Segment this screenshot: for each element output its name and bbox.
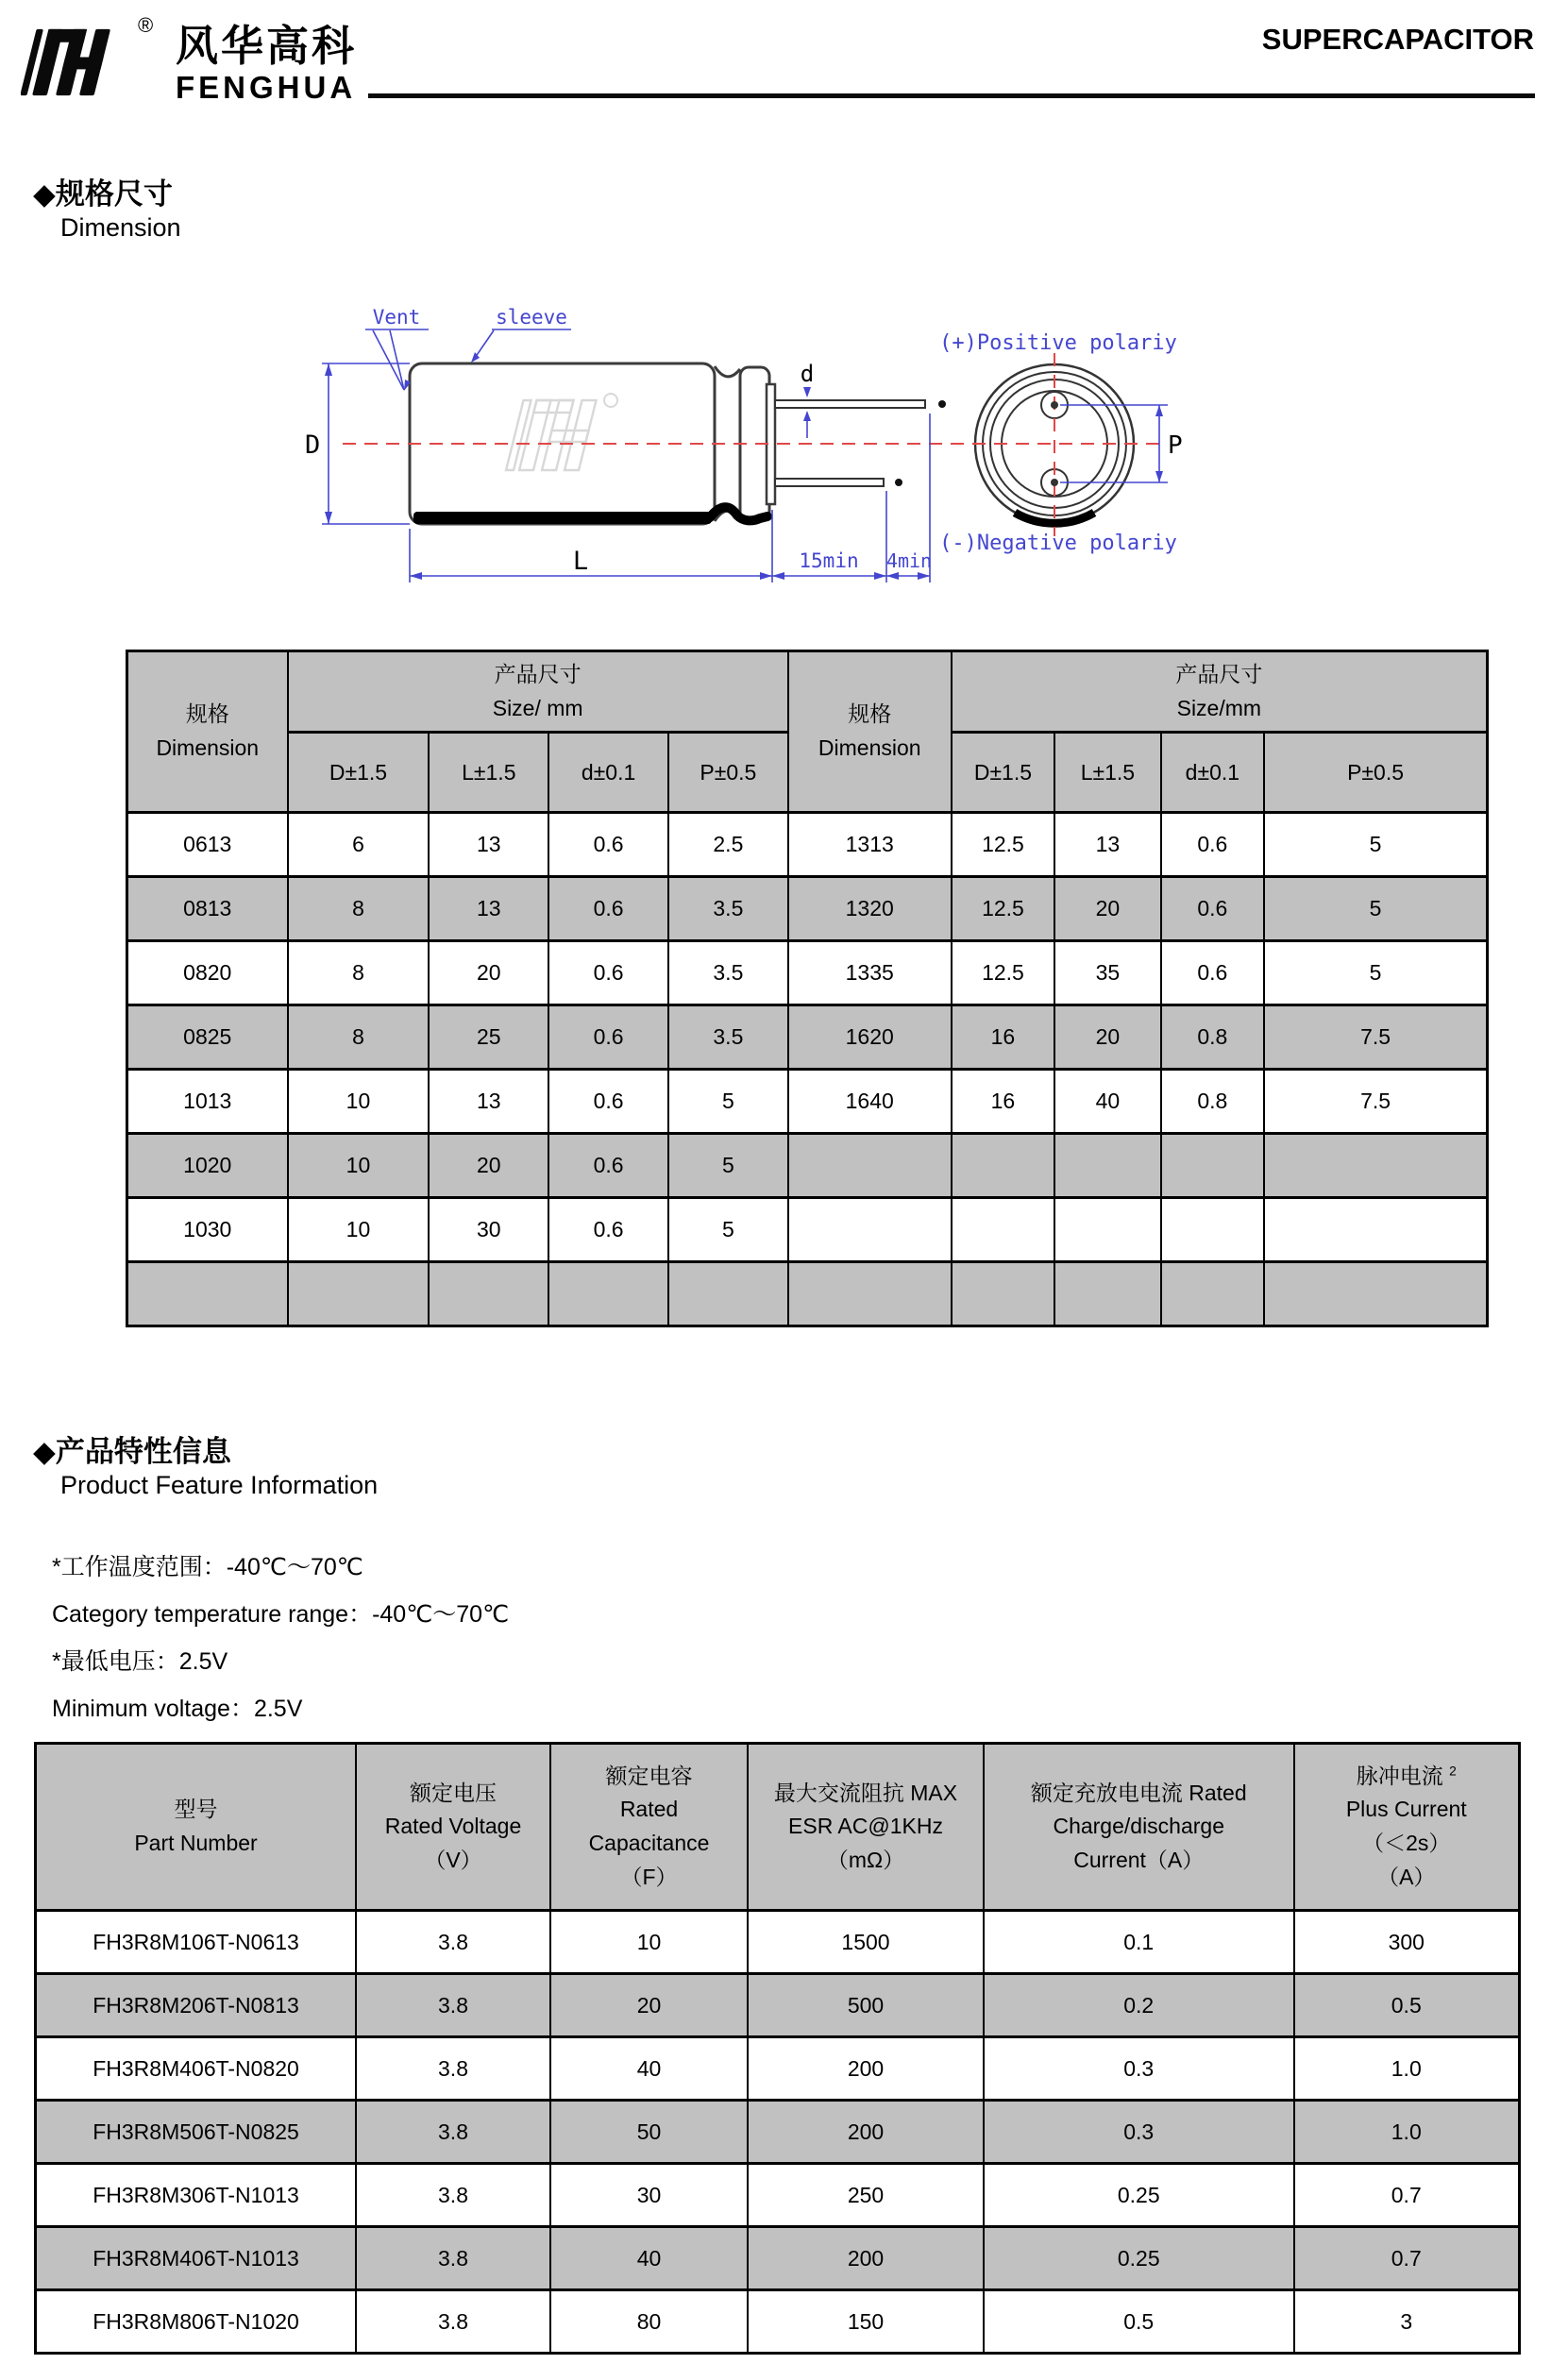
ft-cell: 50 <box>550 2101 748 2164</box>
dim-cell: 12.5 <box>952 877 1055 941</box>
dim-cell: 35 <box>1054 941 1160 1005</box>
dim-cell <box>127 1262 288 1326</box>
part-number-cell: FH3R8M406T-N1013 <box>36 2227 357 2290</box>
ft-cell: 200 <box>748 2037 984 2101</box>
header-line: Rated <box>619 1797 679 1822</box>
ft-cell: 200 <box>748 2101 984 2164</box>
dim-cell: 3.5 <box>668 877 788 941</box>
dim-P-label: P <box>1168 431 1183 460</box>
dim-cell <box>1054 1262 1160 1326</box>
dim-cell: 2.5 <box>668 813 788 877</box>
dim-cell: 12.5 <box>952 813 1055 877</box>
dim-L-label: L <box>572 547 589 576</box>
dim-cell <box>1054 1198 1160 1262</box>
dim-cell: 0.6 <box>1161 941 1265 1005</box>
header-line: （F） <box>620 1864 678 1889</box>
section-dimension-title-cn: ◆规格尺寸 <box>33 177 173 211</box>
dim-cell <box>429 1262 548 1326</box>
part-number-cell: FH3R8M506T-N0825 <box>36 2101 357 2164</box>
positive-polarity-label: (+)Positive polariy <box>939 331 1177 355</box>
dim-cell: 0825 <box>127 1005 288 1070</box>
part-number-cell: FH3R8M106T-N0613 <box>36 1911 357 1974</box>
col-rated-capacitance <box>550 1744 748 1911</box>
header-line: （A） <box>1377 1864 1436 1889</box>
dim-cell <box>548 1262 668 1326</box>
col-D-right: D±1.5 <box>952 733 1055 813</box>
dim-cell: 5 <box>1264 877 1487 941</box>
capacitor-dimension-drawing <box>297 304 1185 592</box>
dim-cell: 5 <box>1264 813 1487 877</box>
ft-cell: 500 <box>748 1974 984 2037</box>
dim-cell: 20 <box>429 941 548 1005</box>
col-max-esr <box>748 1744 984 1911</box>
ft-cell: 300 <box>1294 1911 1520 1974</box>
header-line: 额定电压 <box>410 1780 497 1805</box>
dim-cell: 20 <box>1054 877 1160 941</box>
table-row <box>36 2227 1520 2290</box>
header-line: Plus Current <box>1345 1797 1467 1822</box>
dim-cell: 20 <box>1054 1005 1160 1070</box>
ft-cell: 0.25 <box>984 2164 1294 2227</box>
ft-cell: 3.8 <box>356 1974 550 2037</box>
dim-cell: 0.8 <box>1161 1070 1265 1134</box>
dim-cell: 7.5 <box>1264 1070 1487 1134</box>
dim-cell: 16 <box>952 1070 1055 1134</box>
ft-cell: 80 <box>550 2290 748 2354</box>
dim-cell: 8 <box>288 877 430 941</box>
brand-name-en: FENGHUA <box>176 70 357 105</box>
ft-cell: 3.8 <box>356 2037 550 2101</box>
feature-notes <box>52 1544 509 1732</box>
dim-cell <box>1054 1134 1160 1198</box>
dim-cell: 8 <box>288 941 430 1005</box>
header-line: 规格 <box>185 701 229 727</box>
dim-cell: 5 <box>668 1070 788 1134</box>
col-P-right: P±0.5 <box>1264 733 1487 813</box>
header-line: 规格 <box>848 701 892 727</box>
dim-cell <box>788 1198 952 1262</box>
table-row <box>127 1070 1488 1134</box>
ft-cell: 20 <box>550 1974 748 2037</box>
size-header-left <box>288 651 788 733</box>
ft-cell: 0.5 <box>1294 1974 1520 2037</box>
size-header-right <box>952 651 1488 733</box>
dim-cell: 3.5 <box>668 941 788 1005</box>
dim-cell: 10 <box>288 1198 430 1262</box>
header-line: Dimension <box>818 735 921 760</box>
dim-cell: 10 <box>288 1134 430 1198</box>
header-line: Rated Voltage <box>384 1814 522 1839</box>
pulse-label: 脉冲电流 <box>1356 1763 1443 1788</box>
ft-cell: 3.8 <box>356 2227 550 2290</box>
dim-4min-label: 4min <box>885 549 933 572</box>
ft-cell: 3.8 <box>356 1911 550 1974</box>
table-row <box>127 1134 1488 1198</box>
table-row <box>36 1911 1520 1974</box>
dim-cell <box>1161 1134 1265 1198</box>
ft-cell: 3.8 <box>356 2101 550 2164</box>
dim-cell: 30 <box>429 1198 548 1262</box>
col-D-left: D±1.5 <box>288 733 430 813</box>
dim-cell: 1620 <box>788 1005 952 1070</box>
table-row <box>36 2290 1520 2354</box>
dim-D-label: D <box>305 431 321 460</box>
dim-15min-label: 15min <box>799 549 859 572</box>
header-line: 最大交流阻抗 MAX <box>773 1780 958 1805</box>
header-line: 产品尺寸 <box>494 661 582 686</box>
dim-cell: 8 <box>288 1005 430 1070</box>
ft-cell: 250 <box>748 2164 984 2227</box>
table-row <box>36 1974 1520 2037</box>
pulse-superscript: 2 <box>1449 1764 1457 1779</box>
ft-cell: 30 <box>550 2164 748 2227</box>
registered-trademark: ® <box>138 13 154 37</box>
dim-cell: 0.6 <box>548 877 668 941</box>
table-row <box>36 2101 1520 2164</box>
col-d-right: d±0.1 <box>1161 733 1265 813</box>
header-line: Dimension <box>156 735 260 760</box>
document-title: SUPERCAPACITOR <box>1261 23 1534 56</box>
dim-cell <box>788 1262 952 1326</box>
dim-cell <box>288 1262 430 1326</box>
dim-cell: 0813 <box>127 877 288 941</box>
header-line <box>1299 1760 1514 1794</box>
header-line: Size/mm <box>1176 695 1262 720</box>
col-P-left: P±0.5 <box>668 733 788 813</box>
dim-cell: 5 <box>1264 941 1487 1005</box>
dim-cell: 20 <box>429 1134 548 1198</box>
note-min-voltage-en: Minimum voltage：2.5V <box>52 1696 303 1722</box>
table-row <box>127 1198 1488 1262</box>
dim-cell <box>1161 1262 1265 1326</box>
part-number-cell: FH3R8M806T-N1020 <box>36 2290 357 2354</box>
header-line: （V） <box>424 1847 482 1872</box>
col-d-left: d±0.1 <box>548 733 668 813</box>
ft-cell: 1.0 <box>1294 2037 1520 2101</box>
ft-cell: 1.0 <box>1294 2101 1520 2164</box>
table-row <box>127 877 1488 941</box>
dim-cell: 7.5 <box>1264 1005 1487 1070</box>
part-number-cell: FH3R8M406T-N0820 <box>36 2037 357 2101</box>
ft-cell: 40 <box>550 2037 748 2101</box>
dim-cell: 6 <box>288 813 430 877</box>
header-line: 额定电容 <box>605 1763 693 1788</box>
dim-cell: 0.6 <box>548 1005 668 1070</box>
dim-cell: 13 <box>1054 813 1160 877</box>
dimension-table <box>126 650 1489 1327</box>
dim-cell: 1013 <box>127 1070 288 1134</box>
dim-cell <box>1264 1262 1487 1326</box>
dim-cell: 13 <box>429 1070 548 1134</box>
dim-cell: 1030 <box>127 1198 288 1262</box>
dim-cell <box>1264 1134 1487 1198</box>
dim-cell: 13 <box>429 877 548 941</box>
dim-cell: 0613 <box>127 813 288 877</box>
brand-name-cn: 风华高科 <box>176 22 358 70</box>
ft-cell: 200 <box>748 2227 984 2290</box>
dim-cell <box>1161 1198 1265 1262</box>
ft-cell: 10 <box>550 1911 748 1974</box>
section-features-title-cn: ◆产品特性信息 <box>33 1435 231 1468</box>
col-L-left: L±1.5 <box>429 733 548 813</box>
header-line: 产品尺寸 <box>1175 661 1263 686</box>
section-dimension-title-en: Dimension <box>60 213 181 242</box>
dim-d-label: d <box>800 361 815 387</box>
dim-cell <box>788 1134 952 1198</box>
section-features-title-en: Product Feature Information <box>60 1471 379 1499</box>
table-row <box>36 2037 1520 2101</box>
dim-cell: 10 <box>288 1070 430 1134</box>
dim-cell: 0820 <box>127 941 288 1005</box>
ft-cell: 0.7 <box>1294 2164 1520 2227</box>
table-row <box>127 1005 1488 1070</box>
ft-cell: 0.7 <box>1294 2227 1520 2290</box>
spec-header-right <box>788 651 952 813</box>
dim-cell: 0.6 <box>548 1070 668 1134</box>
dim-cell: 0.6 <box>1161 877 1265 941</box>
dim-cell: 13 <box>429 813 548 877</box>
brand-block <box>176 22 358 105</box>
header-line: 型号 <box>174 1797 218 1822</box>
header-line: 额定充放电电流 Rated <box>1030 1780 1247 1805</box>
dim-cell <box>952 1134 1055 1198</box>
table-row <box>36 2164 1520 2227</box>
dim-cell: 3.5 <box>668 1005 788 1070</box>
header-line: （＜2s） <box>1362 1831 1451 1855</box>
ft-cell: 0.2 <box>984 1974 1294 2037</box>
ft-cell: 3.8 <box>356 2290 550 2354</box>
note-temp-range-en: Category temperature range：-40℃～70℃ <box>52 1601 510 1628</box>
ft-cell: 0.1 <box>984 1911 1294 1974</box>
col-rated-voltage <box>356 1744 550 1911</box>
dim-cell: 40 <box>1054 1070 1160 1134</box>
dim-cell <box>1264 1198 1487 1262</box>
dim-cell: 0.6 <box>1161 813 1265 877</box>
dim-cell: 16 <box>952 1005 1055 1070</box>
dim-cell: 0.6 <box>548 813 668 877</box>
dim-cell: 0.6 <box>548 941 668 1005</box>
dim-cell: 0.8 <box>1161 1005 1265 1070</box>
spec-header-left <box>127 651 288 813</box>
header-line: ESR AC@1KHz <box>788 1814 943 1839</box>
dim-cell: 1335 <box>788 941 952 1005</box>
ft-cell: 0.3 <box>984 2101 1294 2164</box>
table-row <box>127 813 1488 877</box>
ft-cell: 0.25 <box>984 2227 1294 2290</box>
feature-table <box>34 1742 1521 2355</box>
dim-cell: 5 <box>668 1134 788 1198</box>
dim-cell <box>952 1198 1055 1262</box>
header-line: Part Number <box>134 1831 258 1855</box>
dim-cell: 0.6 <box>548 1134 668 1198</box>
note-min-voltage-cn: *最低电压：2.5V <box>52 1648 228 1675</box>
note-temp-range-cn: *工作温度范围：-40℃～70℃ <box>52 1554 363 1580</box>
ft-cell: 0.5 <box>984 2290 1294 2354</box>
vent-label: Vent <box>372 306 421 329</box>
header-line: Size/ mm <box>492 695 583 720</box>
dim-cell: 1640 <box>788 1070 952 1134</box>
ft-cell: 40 <box>550 2227 748 2290</box>
header-line: （mΩ） <box>826 1847 905 1872</box>
table-row <box>127 941 1488 1005</box>
dim-cell: 1020 <box>127 1134 288 1198</box>
col-pulse-current <box>1294 1744 1520 1911</box>
dim-cell: 5 <box>668 1198 788 1262</box>
ft-cell: 1500 <box>748 1911 984 1974</box>
fenghua-logo-icon <box>21 21 134 104</box>
table-row <box>127 1262 1488 1326</box>
dim-cell: 0.6 <box>548 1198 668 1262</box>
header-line: Capacitance <box>588 1831 710 1855</box>
header-line: Current（A） <box>1073 1847 1205 1872</box>
header-divider <box>368 93 1535 98</box>
sleeve-label: sleeve <box>496 306 567 329</box>
negative-polarity-label: (-)Negative polariy <box>939 532 1177 555</box>
dim-cell: 25 <box>429 1005 548 1070</box>
col-charge-discharge-current <box>984 1744 1294 1911</box>
part-number-cell: FH3R8M306T-N1013 <box>36 2164 357 2227</box>
part-number-cell: FH3R8M206T-N0813 <box>36 1974 357 2037</box>
ft-cell: 3 <box>1294 2290 1520 2354</box>
ft-cell: 150 <box>748 2290 984 2354</box>
ft-cell: 3.8 <box>356 2164 550 2227</box>
header-line: Charge/discharge <box>1053 1814 1225 1839</box>
col-part-number <box>36 1744 357 1911</box>
dim-cell: 12.5 <box>952 941 1055 1005</box>
dim-cell <box>668 1262 788 1326</box>
col-L-right: L±1.5 <box>1054 733 1160 813</box>
dim-cell: 1313 <box>788 813 952 877</box>
dim-cell: 1320 <box>788 877 952 941</box>
ft-cell: 0.3 <box>984 2037 1294 2101</box>
dim-cell <box>952 1262 1055 1326</box>
